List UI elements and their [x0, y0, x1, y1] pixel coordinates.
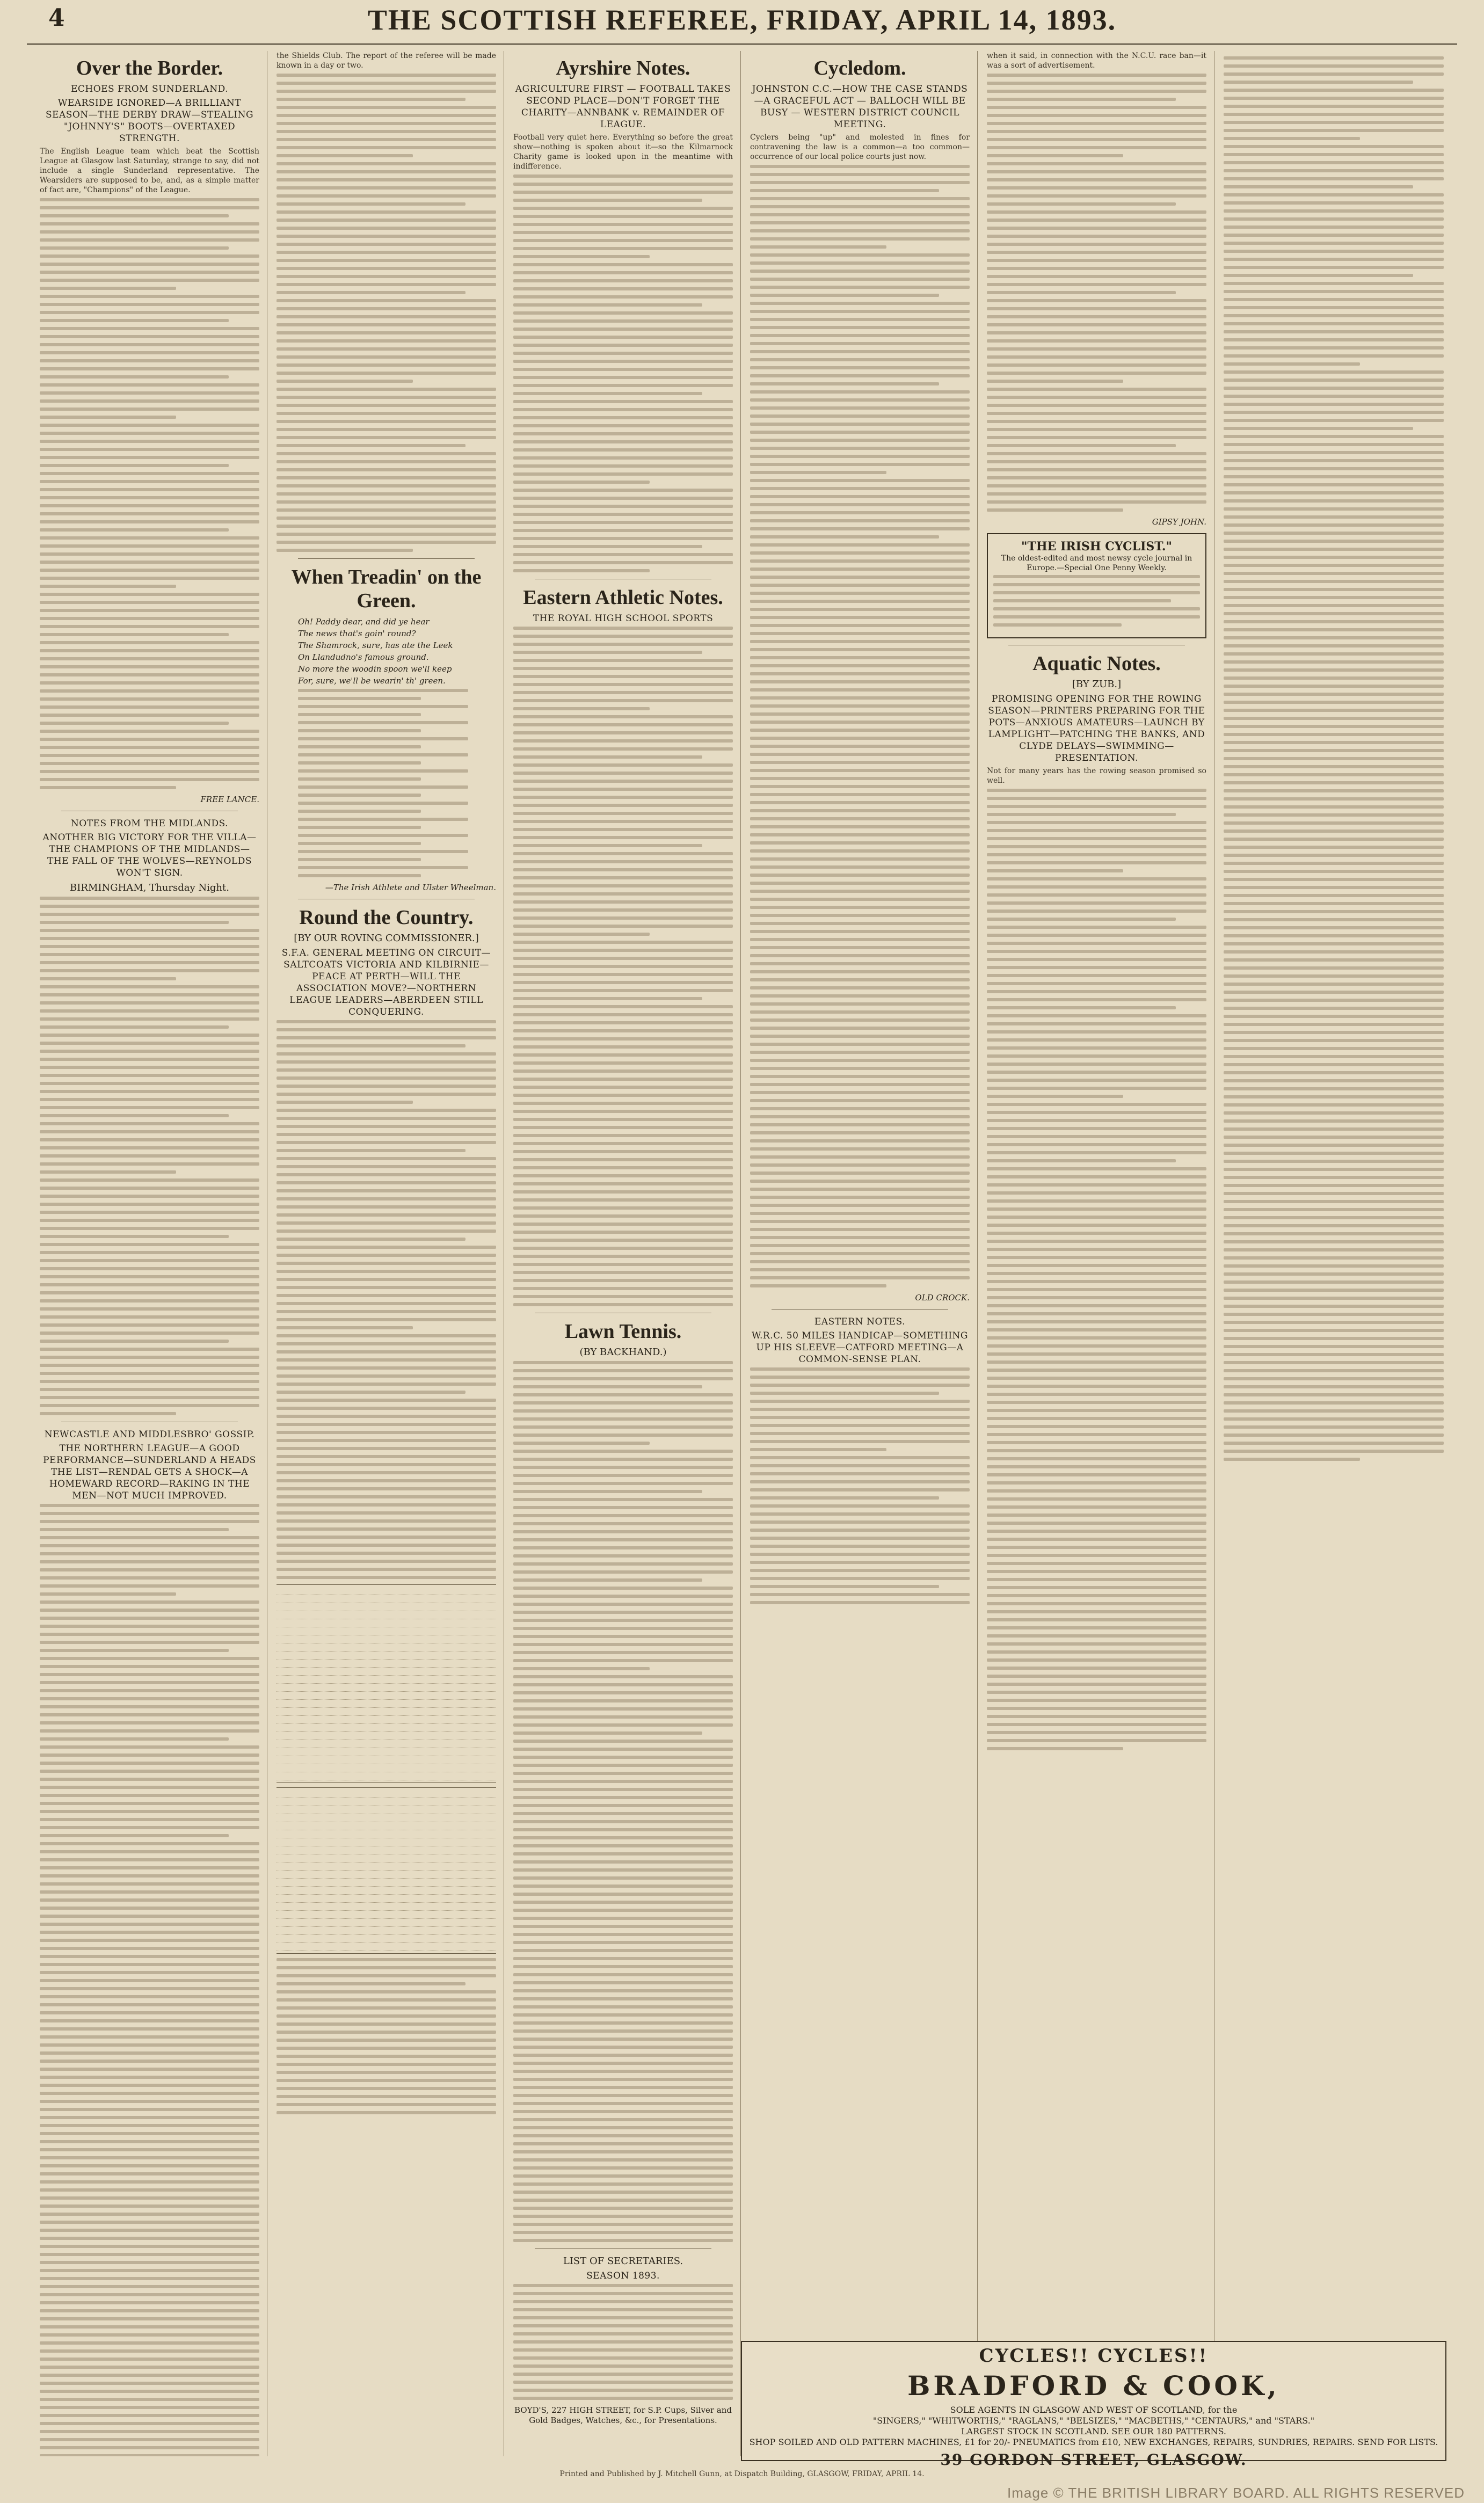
- byline: [BY OUR ROVING COMMISSIONER.]: [294, 933, 479, 944]
- watermark: Image © THE BRITISH LIBRARY BOARD. ALL RIGHTS RESERVED: [1007, 2485, 1465, 2501]
- article-body: [1224, 56, 1444, 1461]
- poem-line: No more the woodin spoon we'll keep: [298, 664, 452, 674]
- signoff: FREE LANCE.: [200, 795, 259, 804]
- article-body: [750, 165, 970, 1287]
- column-1: [32, 51, 267, 2456]
- poem-line: The news that's goin' round?: [298, 629, 416, 638]
- article-body: [513, 174, 733, 572]
- dateline: BIRMINGHAM, Thursday Night.: [70, 882, 229, 893]
- section-title-over-the-border: Over the Border.: [76, 57, 223, 79]
- article-body: [277, 1020, 496, 1579]
- bradford-cook-advert: [741, 2341, 1446, 2469]
- article-paragraph: Cyclers being "up" and molested in fines for contravening the law is a common—a too common—occurrence of our local police courts just now.: [750, 133, 970, 161]
- article-body: [40, 1504, 259, 2456]
- article-paragraph: the Shields Club. The report of the referee will be made known in a day or two.: [277, 52, 496, 70]
- columns: [32, 51, 1452, 2456]
- advert-text: The oldest-edited and most newsy cycle journal in Europe.—Special One Penny Weekly.: [1001, 554, 1192, 572]
- article-paragraph: The English League team which beat the Scottish League at Glasgow last Saturday, strange to say, did not include a single Sunderland representative. The Wearsiders are supposed to be, and, as a simple matter of fact are, "Champions" of the League.: [40, 147, 259, 194]
- section-title-treadin-green: When Treadin' on the Green.: [291, 566, 482, 612]
- article-body: [750, 1367, 970, 1604]
- article-body: [513, 627, 733, 1306]
- signoff: GIPSY JOHN.: [1152, 517, 1206, 527]
- subhead: JOHNSTON C.C.—HOW THE CASE STANDS—A GRACEFUL ACT — BALLOCH WILL BE BUSY — WESTERN DISTRICT COUNCIL MEETING.: [752, 84, 968, 130]
- column-4: [743, 51, 978, 2456]
- results-table: [277, 1787, 496, 1954]
- section-title-aquatic-notes: Aquatic Notes.: [1032, 652, 1161, 675]
- subhead: W.R.C. 50 MILES HANDICAP—SOMETHING UP HIS SLEEVE—CATFORD MEETING—A COMMON-SENSE PLAN.: [751, 1330, 968, 1365]
- article-body: [40, 198, 259, 789]
- section-title-lawn-tennis: Lawn Tennis.: [564, 1320, 682, 1343]
- article-body: [40, 897, 259, 1415]
- section-title-ayrshire-notes: Ayrshire Notes.: [556, 57, 690, 79]
- results-table: [277, 1584, 496, 1783]
- poem-line: For, sure, we'll be wearin' th' green.: [298, 676, 446, 686]
- page-number: 4: [48, 4, 65, 32]
- list-title: LIST OF SECRETARIES.: [563, 2255, 683, 2267]
- advert-line: LARGEST STOCK IN SCOTLAND. SEE OUR 180 PATTERNS.: [961, 2426, 1227, 2436]
- column-6: [1216, 51, 1451, 2456]
- advert-title: "THE IRISH CYCLIST.": [1021, 540, 1172, 554]
- subhead: THE ROYAL HIGH SCHOOL SPORTS: [533, 613, 714, 624]
- article-paragraph: when it said, in connection with the N.C.U. race ban—it was a sort of advertisement.: [987, 52, 1206, 70]
- article-body: [987, 789, 1206, 1750]
- column-3: [506, 51, 741, 2456]
- subhead-newcastle: NEWCASTLE AND MIDDLESBRO' GOSSIP.: [44, 1429, 255, 1440]
- article-body: [277, 1958, 496, 2114]
- subhead: ECHOES FROM SUNDERLAND.: [70, 84, 229, 94]
- advert-headline: CYCLES!! CYCLES!!: [979, 2345, 1209, 2367]
- section-title-cycledom: Cycledom.: [813, 57, 906, 79]
- section-title-round-the-country: Round the Country.: [299, 906, 474, 929]
- section-title-eastern-athletic: Eastern Athletic Notes.: [523, 586, 723, 609]
- article-paragraph: Not for many years has the rowing season promised so well.: [987, 767, 1206, 785]
- advert-firm-name: BRADFORD & COOK,: [907, 2370, 1280, 2402]
- article-paragraph: Football very quiet here. Everything so before the great show—nothing is spoken about it—so the Kilmarnock Charity game is looked upon in the meantime with indifference.: [513, 133, 733, 171]
- imprint: Printed and Published by J. Mitchell Gunn, at Dispatch Building, GLASGOW, FRIDAY, APRIL 14.: [559, 2470, 925, 2478]
- advert-address: 39 GORDON STREET, GLASGOW.: [940, 2451, 1247, 2469]
- subhead: THE NORTHERN LEAGUE—A GOOD PERFORMANCE—SUNDERLAND A HEADS THE LIST—RENDAL GETS A SHOCK—A HOMEWARD RECORD—RAKING IN THE MEN—NOT MUCH IMPROVED.: [43, 1443, 256, 1501]
- column-2: [269, 51, 504, 2456]
- subhead: WEARSIDE IGNORED—A BRILLIANT SEASON—THE DERBY DRAW—STEALING "JOHNNY'S" BOOTS—OVERTAXED STRENGTH.: [45, 98, 254, 144]
- subhead-eastern-notes: EASTERN NOTES.: [814, 1316, 906, 1327]
- irish-cyclist-advert: [987, 533, 1206, 638]
- subhead: ANOTHER BIG VICTORY FOR THE VILLA—THE CHAMPIONS OF THE MIDLANDS—THE FALL OF THE WOLVES—REYNOLDS WON'T SIGN.: [42, 832, 257, 878]
- boyds-advert: BOYD'S, 227 HIGH STREET, for S.P. Cups, Silver and Gold Badges, Watches, &c., for Presentations.: [514, 2405, 732, 2425]
- article-body: [277, 74, 496, 552]
- poem-line: Oh! Paddy dear, and did ye hear: [298, 617, 430, 627]
- subhead: PROMISING OPENING FOR THE ROWING SEASON—PRINTERS PREPARING FOR THE POTS—ANXIOUS AMATEURS—LAUNCH BY LAMPLIGHT—PATCHING THE BANKS, AND CLYDE DELAYS—SWIMMING—PRESENTATION.: [988, 694, 1205, 763]
- secretaries-list: [513, 2284, 733, 2400]
- advert-line: SOLE AGENTS IN GLASGOW AND WEST OF SCOTLAND, for the: [950, 2405, 1238, 2415]
- subhead: AGRICULTURE FIRST — FOOTBALL TAKES SECOND PLACE—DON'T FORGET THE CHARITY—ANNBANK v. REMAINDER OF LEAGUE.: [515, 84, 731, 130]
- poem-body: [277, 689, 496, 877]
- newspaper-title: THE SCOTTISH REFEREE, FRIDAY, APRIL 14, 1893.: [367, 4, 1117, 36]
- divider: [298, 558, 475, 559]
- article-body: [987, 74, 1206, 512]
- advert-body: [993, 575, 1200, 627]
- byline: (BY BACKHAND.): [579, 1347, 667, 1358]
- subhead: S.F.A. GENERAL MEETING ON CIRCUIT—SALTCOATS VICTORIA AND KILBIRNIE—PEACE AT PERTH—WILL THE ASSOCIATION MOVE?—NORTHERN LEAGUE LEADERS—ABERDEEN STILL CONQUERING.: [281, 948, 491, 1017]
- advert-line: SHOP SOILED AND OLD PATTERN MACHINES, £1 for 20/- PNEUMATICS from £10, NEW EXCHANGES, REPAIRS, SUNDRIES, REPAIRS. SEND FOR LISTS.: [749, 2437, 1438, 2447]
- subhead-midlands: NOTES FROM THE MIDLANDS.: [70, 818, 229, 829]
- masthead: [27, 0, 1457, 45]
- list-subtitle: SEASON 1893.: [586, 2271, 660, 2281]
- byline: [BY ZUB.]: [1072, 679, 1122, 690]
- poem-line: The Shamrock, sure, has ate the Leek: [298, 641, 453, 650]
- column-5: [979, 51, 1214, 2456]
- advert-line: "SINGERS," "WHITWORTHS," "RAGLANS," "BELSIZES," "MACBETHS," "CENTAURS," and "STARS.": [872, 2415, 1315, 2426]
- poem-line: On Llandudno's famous ground.: [298, 652, 429, 662]
- article-body: [513, 1361, 733, 2242]
- poem-credit: —The Irish Athlete and Ulster Wheelman.: [325, 883, 496, 892]
- signoff: OLD CROCK.: [915, 1293, 970, 1303]
